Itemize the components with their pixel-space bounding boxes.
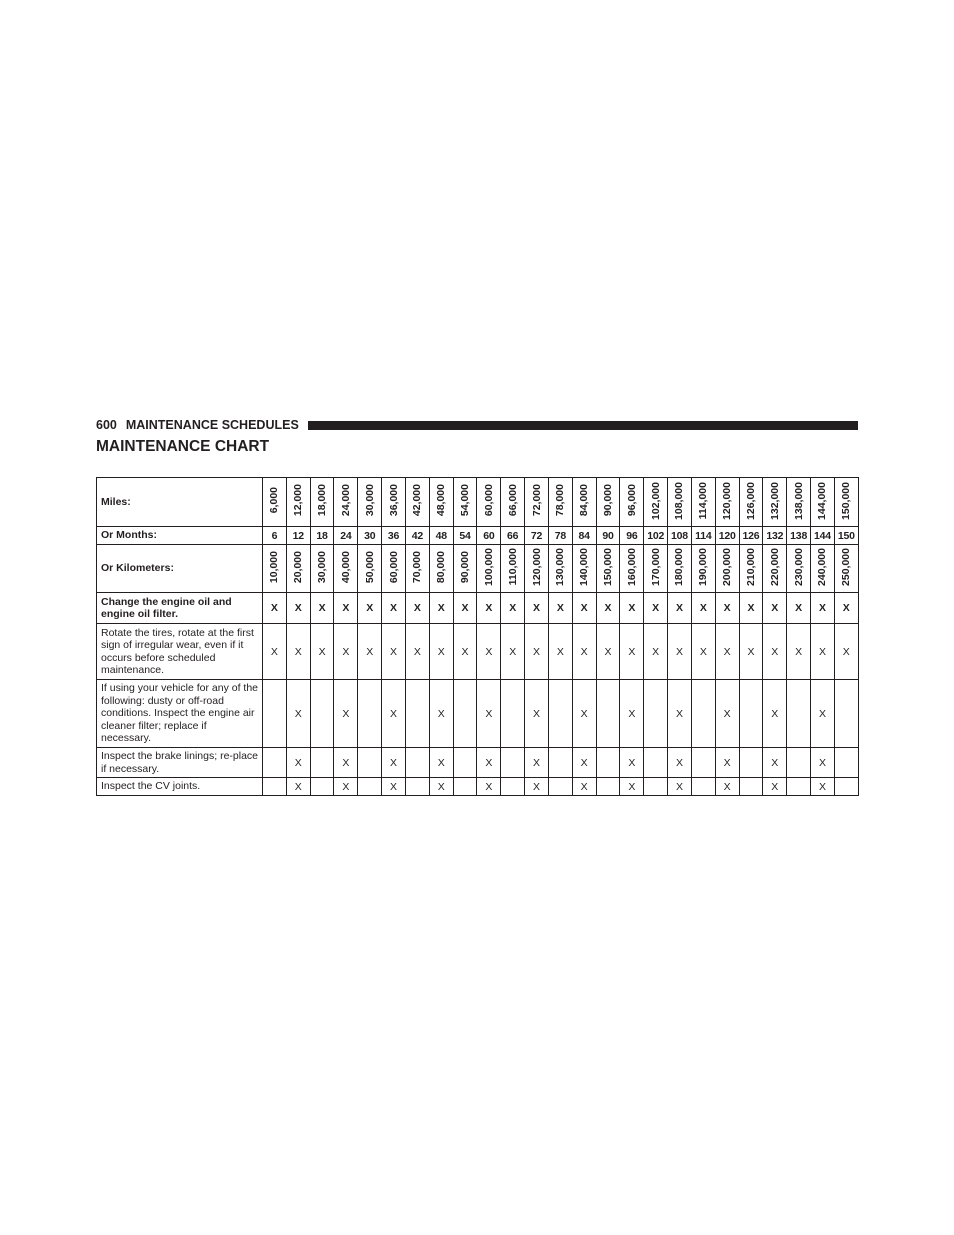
kilometers-row-cell: [263, 545, 287, 593]
service-mark: X: [644, 624, 668, 680]
months-row-value: 96: [626, 529, 638, 542]
service-mark: [596, 778, 620, 796]
miles-row-cell: [548, 478, 572, 527]
service-mark: X: [525, 624, 549, 680]
service-mark: [644, 748, 668, 778]
months-row-cell: [668, 527, 692, 545]
service-mark: X: [548, 624, 572, 680]
service-mark: X: [525, 593, 549, 624]
service-mark: [787, 748, 811, 778]
service-mark: [787, 680, 811, 748]
miles-row-cell: [453, 478, 477, 527]
months-row-cell: [429, 527, 453, 545]
service-mark: X: [334, 624, 358, 680]
service-mark: X: [382, 624, 406, 680]
miles-row-cell: [477, 478, 501, 527]
service-mark: X: [691, 624, 715, 680]
service-mark: [596, 748, 620, 778]
service-mark: [263, 748, 287, 778]
section-title: MAINTENANCE SCHEDULES: [125, 418, 299, 432]
kilometers-row-value: 50,000: [363, 550, 376, 584]
service-mark: X: [286, 680, 310, 748]
kilometers-row-cell: [811, 545, 835, 593]
months-row-value: 150: [837, 529, 855, 542]
service-mark: X: [263, 624, 287, 680]
months-row-cell: [501, 527, 525, 545]
service-mark: X: [715, 624, 739, 680]
service-mark: X: [668, 748, 692, 778]
kilometers-row-value: 230,000: [792, 548, 805, 586]
service-mark: X: [525, 778, 549, 796]
kilometers-row-cell: [668, 545, 692, 593]
service-mark: X: [548, 593, 572, 624]
service-mark: X: [477, 748, 501, 778]
service-mark: X: [763, 680, 787, 748]
kilometers-row-cell: [715, 545, 739, 593]
kilometers-row-cell: [477, 545, 501, 593]
months-row-cell: [691, 527, 715, 545]
service-mark: X: [429, 680, 453, 748]
table-row: [97, 624, 859, 680]
header-rule: [308, 421, 858, 430]
service-mark: X: [453, 624, 477, 680]
service-mark: X: [334, 748, 358, 778]
kilometers-row-cell: [834, 545, 858, 593]
kilometers-row-value: 110,000: [506, 548, 519, 586]
kilometers-row-value: 180,000: [673, 548, 686, 586]
page-header: [96, 417, 858, 433]
miles-row-cell: [310, 478, 334, 527]
service-mark: [358, 680, 382, 748]
maintenance-table: [96, 477, 859, 796]
kilometers-row-value: 60,000: [387, 550, 400, 584]
service-mark: [548, 680, 572, 748]
service-mark: X: [382, 593, 406, 624]
months-row-value: 90: [602, 529, 614, 542]
miles-row-value: 36,000: [387, 484, 400, 517]
months-row-cell: [763, 527, 787, 545]
service-mark: [501, 748, 525, 778]
service-mark: X: [525, 680, 549, 748]
kilometers-row-value: 200,000: [721, 548, 734, 586]
service-mark: X: [429, 748, 453, 778]
service-mark: [405, 778, 429, 796]
service-mark: [739, 680, 763, 748]
miles-row-cell: [286, 478, 310, 527]
kilometers-row-value: 10,000: [268, 550, 281, 584]
kilometers-row-cell: [572, 545, 596, 593]
months-row-value: 30: [364, 529, 376, 542]
kilometers-row-value: 240,000: [816, 548, 829, 586]
service-mark: X: [763, 593, 787, 624]
miles-row-cell: [763, 478, 787, 527]
miles-row-cell: [525, 478, 549, 527]
kilometers-row-value: 30,000: [316, 550, 329, 584]
months-row-cell: [811, 527, 835, 545]
months-row-cell: [334, 527, 358, 545]
service-mark: [834, 748, 858, 778]
months-row-value: 12: [292, 529, 304, 542]
miles-row-value: 108,000: [673, 481, 686, 520]
miles-row-value: 60,000: [482, 484, 495, 517]
miles-row-value: 132,000: [768, 481, 781, 520]
months-row-cell: [358, 527, 382, 545]
miles-row: [97, 478, 859, 527]
kilometers-row-cell: [548, 545, 572, 593]
miles-row-cell: [620, 478, 644, 527]
service-mark: [787, 778, 811, 796]
service-mark: X: [811, 748, 835, 778]
service-mark: X: [668, 593, 692, 624]
months-row-value: 54: [459, 529, 471, 542]
miles-row-cell: [739, 478, 763, 527]
service-mark: X: [715, 748, 739, 778]
service-mark: X: [429, 593, 453, 624]
service-mark: X: [572, 624, 596, 680]
service-mark: X: [787, 624, 811, 680]
months-row-value: 42: [411, 529, 424, 542]
service-mark: X: [739, 624, 763, 680]
table-row: [97, 748, 859, 778]
service-mark: X: [334, 593, 358, 624]
service-mark: X: [310, 593, 334, 624]
service-mark: [263, 778, 287, 796]
miles-row-cell: [596, 478, 620, 527]
kilometers-row-cell: [405, 545, 429, 593]
months-row-cell: [382, 527, 406, 545]
service-mark: X: [715, 593, 739, 624]
service-mark: [405, 680, 429, 748]
months-row-value: 144: [814, 529, 831, 542]
service-mark: X: [739, 593, 763, 624]
service-mark: X: [405, 593, 429, 624]
service-mark: X: [763, 778, 787, 796]
months-row: [97, 527, 859, 545]
service-mark: X: [811, 593, 835, 624]
service-mark: X: [620, 778, 644, 796]
service-mark: [501, 680, 525, 748]
service-mark: X: [668, 624, 692, 680]
miles-row-cell: [787, 478, 811, 527]
months-row-value: 102: [647, 529, 665, 542]
months-row-cell: [834, 527, 858, 545]
kilometers-row-value: 190,000: [697, 548, 710, 586]
miles-row-cell: [358, 478, 382, 527]
service-mark: [310, 748, 334, 778]
kilometers-row-value: 140,000: [578, 548, 591, 586]
service-mark: X: [572, 778, 596, 796]
service-mark: [310, 778, 334, 796]
service-mark: X: [644, 593, 668, 624]
miles-row-cell: [382, 478, 406, 527]
kilometers-row-value: 130,000: [554, 548, 567, 586]
service-mark: X: [286, 778, 310, 796]
kilometers-row-cell: [501, 545, 525, 593]
kilometers-row-cell: [334, 545, 358, 593]
task-label: Change the engine oil and engine oil filter.: [97, 593, 263, 624]
kilometers-row-cell: [596, 545, 620, 593]
miles-row-value: 114,000: [697, 481, 710, 520]
miles-row-value: 48,000: [435, 484, 448, 517]
service-mark: [263, 680, 287, 748]
miles-row-value: 126,000: [744, 481, 757, 520]
service-mark: X: [405, 624, 429, 680]
kilometers-row-value: 100,000: [482, 548, 495, 586]
miles-row-value: 102,000: [649, 481, 662, 520]
kilometers-row-cell: [525, 545, 549, 593]
months-row-value: 84: [578, 529, 590, 542]
service-mark: X: [477, 680, 501, 748]
months-row-value: 78: [554, 529, 566, 542]
service-mark: X: [787, 593, 811, 624]
kilometers-row-value: 250,000: [840, 548, 853, 586]
service-mark: [310, 680, 334, 748]
months-row-value: 138: [790, 529, 808, 542]
service-mark: X: [477, 593, 501, 624]
miles-row-cell: [644, 478, 668, 527]
months-row-cell: [596, 527, 620, 545]
months-row-cell: [286, 527, 310, 545]
miles-row-value: 150,000: [840, 481, 853, 520]
kilometers-row-cell: [763, 545, 787, 593]
service-mark: X: [334, 778, 358, 796]
service-mark: [691, 778, 715, 796]
miles-row-cell: [334, 478, 358, 527]
months-row-cell: [644, 527, 668, 545]
service-mark: [453, 680, 477, 748]
miles-row-cell: [668, 478, 692, 527]
service-mark: X: [691, 593, 715, 624]
service-mark: X: [596, 593, 620, 624]
miles-row-cell: [691, 478, 715, 527]
service-mark: X: [358, 593, 382, 624]
service-mark: X: [620, 624, 644, 680]
months-row-cell: [620, 527, 644, 545]
months-row-value: 72: [530, 529, 543, 542]
miles-row-value: 120,000: [721, 481, 734, 520]
service-mark: [501, 778, 525, 796]
task-label: Rotate the tires, rotate at the first sign of irregular wear, even if it occurs before scheduled maintenance.: [97, 624, 263, 680]
kilometers-row-cell: [453, 545, 477, 593]
months-row-cell: [787, 527, 811, 545]
kilometers-row-cell: [644, 545, 668, 593]
service-mark: X: [358, 624, 382, 680]
kilometers-row-value: 120,000: [530, 548, 543, 586]
months-row-cell: [263, 527, 287, 545]
service-mark: X: [501, 624, 525, 680]
service-mark: X: [596, 624, 620, 680]
miles-row-value: 18,000: [316, 484, 329, 517]
miles-row-value: 66,000: [506, 484, 519, 517]
service-mark: [358, 748, 382, 778]
service-mark: X: [286, 748, 310, 778]
kilometers-row: [97, 545, 859, 593]
miles-row-cell: [501, 478, 525, 527]
service-mark: X: [334, 680, 358, 748]
service-mark: X: [286, 624, 310, 680]
page-number: 600: [96, 418, 117, 432]
kilometers-row-value: 90,000: [459, 550, 472, 584]
miles-row-value: 12,000: [292, 484, 305, 517]
months-row-value: 36: [387, 529, 400, 542]
kilometers-row-cell: [382, 545, 406, 593]
months-row-cell: [715, 527, 739, 545]
miles-row-value: 96,000: [625, 484, 638, 517]
service-mark: X: [501, 593, 525, 624]
kilometers-row-cell: [787, 545, 811, 593]
service-mark: [405, 748, 429, 778]
months-row-value: 6: [271, 529, 278, 542]
task-label: Inspect the CV joints.: [97, 778, 263, 796]
months-row-value: 48: [435, 529, 447, 542]
miles-row-value: 78,000: [554, 484, 567, 517]
service-mark: X: [834, 593, 858, 624]
kilometers-row-value: 80,000: [435, 550, 448, 584]
service-mark: [834, 680, 858, 748]
service-mark: [644, 680, 668, 748]
miles-row-cell: [405, 478, 429, 527]
kilometers-row-value: 40,000: [339, 550, 352, 584]
miles-row-value: 72,000: [530, 484, 543, 517]
months-row-value: 114: [695, 529, 712, 542]
table-row: [97, 593, 859, 624]
task-label: Inspect the brake linings; re-place if necessary.: [97, 748, 263, 778]
miles-row-value: 138,000: [792, 481, 805, 520]
months-row-value: 66: [507, 529, 519, 542]
kilometers-row-cell: [358, 545, 382, 593]
service-mark: [358, 778, 382, 796]
kilometers-row-cell: [739, 545, 763, 593]
months-row-cell: [525, 527, 549, 545]
kilometers-row-value: 70,000: [411, 550, 424, 584]
service-mark: X: [668, 778, 692, 796]
kilometers-row-value: 210,000: [744, 548, 757, 586]
kilometers-row-cell: [310, 545, 334, 593]
service-mark: X: [668, 680, 692, 748]
miles-row-value: 6,000: [268, 487, 281, 514]
months-row-label: Or Months:: [97, 527, 263, 545]
months-row-cell: [572, 527, 596, 545]
months-row-cell: [405, 527, 429, 545]
months-row-value: 126: [742, 529, 760, 542]
miles-row-cell: [715, 478, 739, 527]
kilometers-row-cell: [429, 545, 453, 593]
chart-title: MAINTENANCE CHART: [96, 438, 270, 455]
kilometers-row-value: 20,000: [292, 550, 305, 584]
service-mark: X: [525, 748, 549, 778]
miles-row-cell: [429, 478, 453, 527]
months-row-cell: [453, 527, 477, 545]
kilometers-row-cell: [691, 545, 715, 593]
miles-row-cell: [263, 478, 287, 527]
service-mark: [739, 778, 763, 796]
service-mark: [691, 748, 715, 778]
service-mark: X: [477, 624, 501, 680]
miles-row-value: 54,000: [459, 484, 472, 517]
service-mark: X: [572, 680, 596, 748]
miles-row-value: 24,000: [339, 484, 352, 517]
miles-row-value: 84,000: [578, 484, 591, 517]
table-row: [97, 680, 859, 748]
kilometers-row-value: 150,000: [602, 548, 614, 586]
miles-row-value: 90,000: [602, 484, 614, 517]
service-mark: [644, 778, 668, 796]
service-mark: X: [811, 624, 835, 680]
kilometers-row-cell: [620, 545, 644, 593]
service-mark: X: [429, 778, 453, 796]
service-mark: X: [572, 748, 596, 778]
service-mark: X: [310, 624, 334, 680]
miles-row-cell: [572, 478, 596, 527]
service-mark: [548, 778, 572, 796]
service-mark: X: [429, 624, 453, 680]
miles-row-label: Miles:: [97, 478, 263, 527]
miles-row-value: 42,000: [411, 484, 424, 517]
months-row-value: 108: [671, 529, 688, 542]
months-row-cell: [310, 527, 334, 545]
service-mark: X: [811, 778, 835, 796]
service-mark: X: [763, 624, 787, 680]
service-mark: X: [477, 778, 501, 796]
service-mark: [739, 748, 763, 778]
service-mark: X: [811, 680, 835, 748]
months-row-cell: [477, 527, 501, 545]
service-mark: X: [620, 680, 644, 748]
service-mark: [834, 778, 858, 796]
service-mark: X: [620, 748, 644, 778]
miles-row-cell: [811, 478, 835, 527]
task-label: If using your vehicle for any of the following: dusty or off-road conditions. Inspect the engine air cleaner filter; replace if necessary.: [97, 680, 263, 748]
service-mark: X: [286, 593, 310, 624]
months-row-value: 120: [718, 529, 736, 542]
service-mark: X: [763, 748, 787, 778]
table-row: [97, 778, 859, 796]
service-mark: X: [834, 624, 858, 680]
kilometers-row-value: 160,000: [625, 548, 638, 586]
service-mark: X: [263, 593, 287, 624]
service-mark: X: [572, 593, 596, 624]
service-mark: [596, 680, 620, 748]
service-mark: X: [715, 680, 739, 748]
service-mark: X: [382, 778, 406, 796]
months-row-cell: [548, 527, 572, 545]
service-mark: [548, 748, 572, 778]
miles-row-value: 144,000: [816, 481, 829, 520]
service-mark: [453, 778, 477, 796]
miles-row-value: 30,000: [363, 484, 376, 517]
months-row-value: 60: [483, 529, 495, 542]
months-row-value: 24: [340, 529, 352, 542]
kilometers-row-value: 170,000: [649, 548, 662, 586]
service-mark: [691, 680, 715, 748]
service-mark: X: [382, 748, 406, 778]
months-row-value: 18: [316, 529, 328, 542]
months-row-cell: [739, 527, 763, 545]
service-mark: X: [620, 593, 644, 624]
kilometers-row-cell: [286, 545, 310, 593]
miles-row-cell: [834, 478, 858, 527]
kilometers-row-value: 220,000: [768, 548, 781, 586]
service-mark: X: [715, 778, 739, 796]
kilometers-row-label: Or Kilometers:: [97, 545, 263, 593]
service-mark: [453, 748, 477, 778]
service-mark: X: [382, 680, 406, 748]
months-row-value: 132: [766, 529, 784, 542]
service-mark: X: [453, 593, 477, 624]
